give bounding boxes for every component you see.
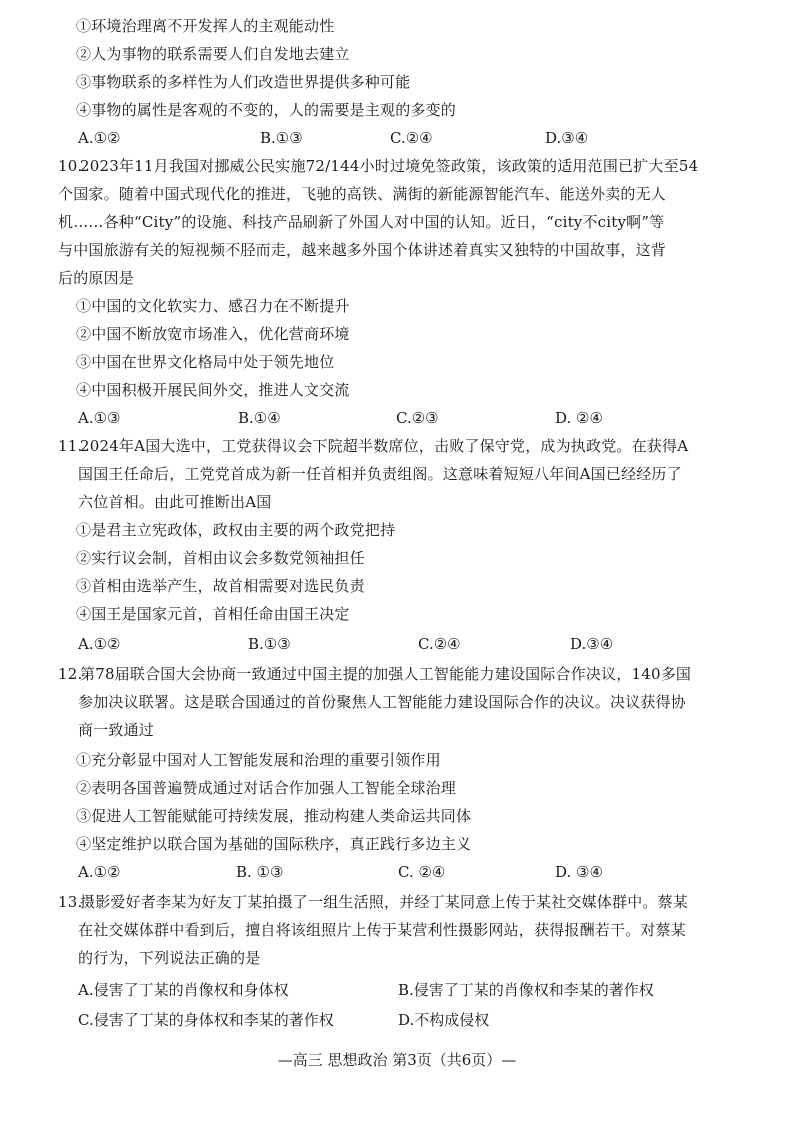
q10-statement-1: ①中国的文化软实力、感召力在不断提升 xyxy=(76,297,350,315)
q12-stem-line-1: 第78届联合国大会协商一致通过中国主提的加强人工智能能力建设国际合作决议，140多国 xyxy=(80,665,692,683)
q12-statement-4: ④坚定维护以联合国为基础的国际秩序，真正践行多边主义 xyxy=(76,835,472,853)
q10-choice-a: A.①③ xyxy=(78,409,121,427)
q10-stem-line-4: 与中国旅游有关的短视频不胫而走，越来越多外国个体讲述着真实又独特的中国故事，这背 xyxy=(58,241,667,259)
q11-stem-line-1: 2024年A国大选中，工党获得议会下院超半数席位，击败了保守党，成为执政党。在获得A xyxy=(80,437,689,455)
q10-stem-line-2: 个国家。随着中国式现代化的推进，飞驰的高铁、满街的新能源智能汽车、能送外卖的无人 xyxy=(58,185,667,203)
q12-number: 12. xyxy=(58,665,83,683)
q10-number: 10. xyxy=(58,157,83,175)
q10-stem-line-1: 2023年11月我国对挪威公民实施72/144小时过境免签政策，该政策的适用范围已扩大至54 xyxy=(80,157,699,175)
q11-choice-a: A.①② xyxy=(78,635,121,653)
q12-choice-b: B. ①③ xyxy=(236,863,284,881)
q9-statement-3: ③事物联系的多样性为人们改造世界提供多种可能 xyxy=(76,73,411,91)
q9-statement-2: ②人为事物的联系需要人们自发地去建立 xyxy=(76,45,350,63)
q9-choice-a: A.①② xyxy=(78,129,121,147)
q10-statement-2: ②中国不断放宽市场准入，优化营商环境 xyxy=(76,325,350,343)
q11-choice-b: B.①③ xyxy=(248,635,291,653)
q11-number: 11. xyxy=(58,437,83,455)
q11-statement-4: ④国王是国家元首，首相任命由国王决定 xyxy=(76,605,350,623)
q11-choice-c: C.②④ xyxy=(418,635,461,653)
q11-statement-1: ①是君主立宪政体，政权由主要的两个政党把持 xyxy=(76,521,396,539)
q10-stem-line-3: 机……各种“City”的设施、科技产品刷新了外国人对中国的认知。近日，“city不city啊”等 xyxy=(58,213,665,231)
q12-choice-a: A.①② xyxy=(78,863,121,881)
q11-choice-d: D.③④ xyxy=(570,635,614,653)
q10-choice-c: C.②③ xyxy=(396,409,439,427)
q12-statement-3: ③促进人工智能赋能可持续发展，推动构建人类命运共同体 xyxy=(76,807,472,825)
q11-statement-3: ③首相由选举产生，故首相需要对选民负责 xyxy=(76,577,365,595)
q12-stem-line-2: 参加决议联署。这是联合国通过的首份聚焦人工智能能力建设国际合作的决议。决议获得协 xyxy=(78,693,687,711)
q11-stem-line-2: 国国王任命后，工党党首成为新一任首相并负责组阁。这意味着短短八年间A国已经经历了 xyxy=(78,465,682,483)
q12-statement-2: ②表明各国普遍赞成通过对话合作加强人工智能全球治理 xyxy=(76,779,457,797)
q11-statement-2: ②实行议会制，首相由议会多数党领袖担任 xyxy=(76,549,365,567)
q13-stem-line-1: 摄影爱好者李某为好友丁某拍摄了一组生活照，并经丁某同意上传于某社交媒体群中。蔡某 xyxy=(80,893,689,911)
q13-choice-c: C.侵害了丁某的身体权和李某的著作权 xyxy=(78,1011,334,1029)
q10-statement-3: ③中国在世界文化格局中处于领先地位 xyxy=(76,353,335,371)
q13-choice-b: B.侵害了丁某的肖像权和李某的著作权 xyxy=(398,981,654,999)
q10-choice-b: B.①④ xyxy=(238,409,281,427)
q13-number: 13. xyxy=(58,893,83,911)
q9-choice-b: B.①③ xyxy=(260,129,303,147)
q9-statement-4: ④事物的属性是客观的不变的，人的需要是主观的多变的 xyxy=(76,101,457,119)
q10-choice-d: D. ②④ xyxy=(555,409,603,427)
q13-choice-d: D.不构成侵权 xyxy=(398,1011,490,1029)
q10-statement-4: ④中国积极开展民间外交，推进人文交流 xyxy=(76,381,350,399)
q9-statement-1: ①环境治理离不开发挥人的主观能动性 xyxy=(76,17,335,35)
q12-stem-line-3: 商一致通过 xyxy=(78,721,155,739)
q10-stem-line-5: 后的原因是 xyxy=(58,269,135,287)
q13-stem-line-3: 的行为，下列说法正确的是 xyxy=(78,949,261,967)
q12-choice-c: C. ②④ xyxy=(398,863,446,881)
page-footer: —高三 思想政治 第3页（共6页）— xyxy=(277,1051,517,1069)
q13-stem-line-2: 在社交媒体群中看到后，擅自将该组照片上传于某营利性摄影网站，获得报酬若干。对蔡某 xyxy=(78,921,687,939)
q11-stem-line-3: 六位首相。由此可推断出A国 xyxy=(78,493,272,511)
q9-choice-d: D.③④ xyxy=(545,129,589,147)
q12-choice-d: D. ③④ xyxy=(555,863,603,881)
q9-choice-c: C.②④ xyxy=(390,129,433,147)
q12-statement-1: ①充分彰显中国对人工智能发展和治理的重要引领作用 xyxy=(76,751,441,769)
q13-choice-a: A.侵害了丁某的肖像权和身体权 xyxy=(78,981,289,999)
